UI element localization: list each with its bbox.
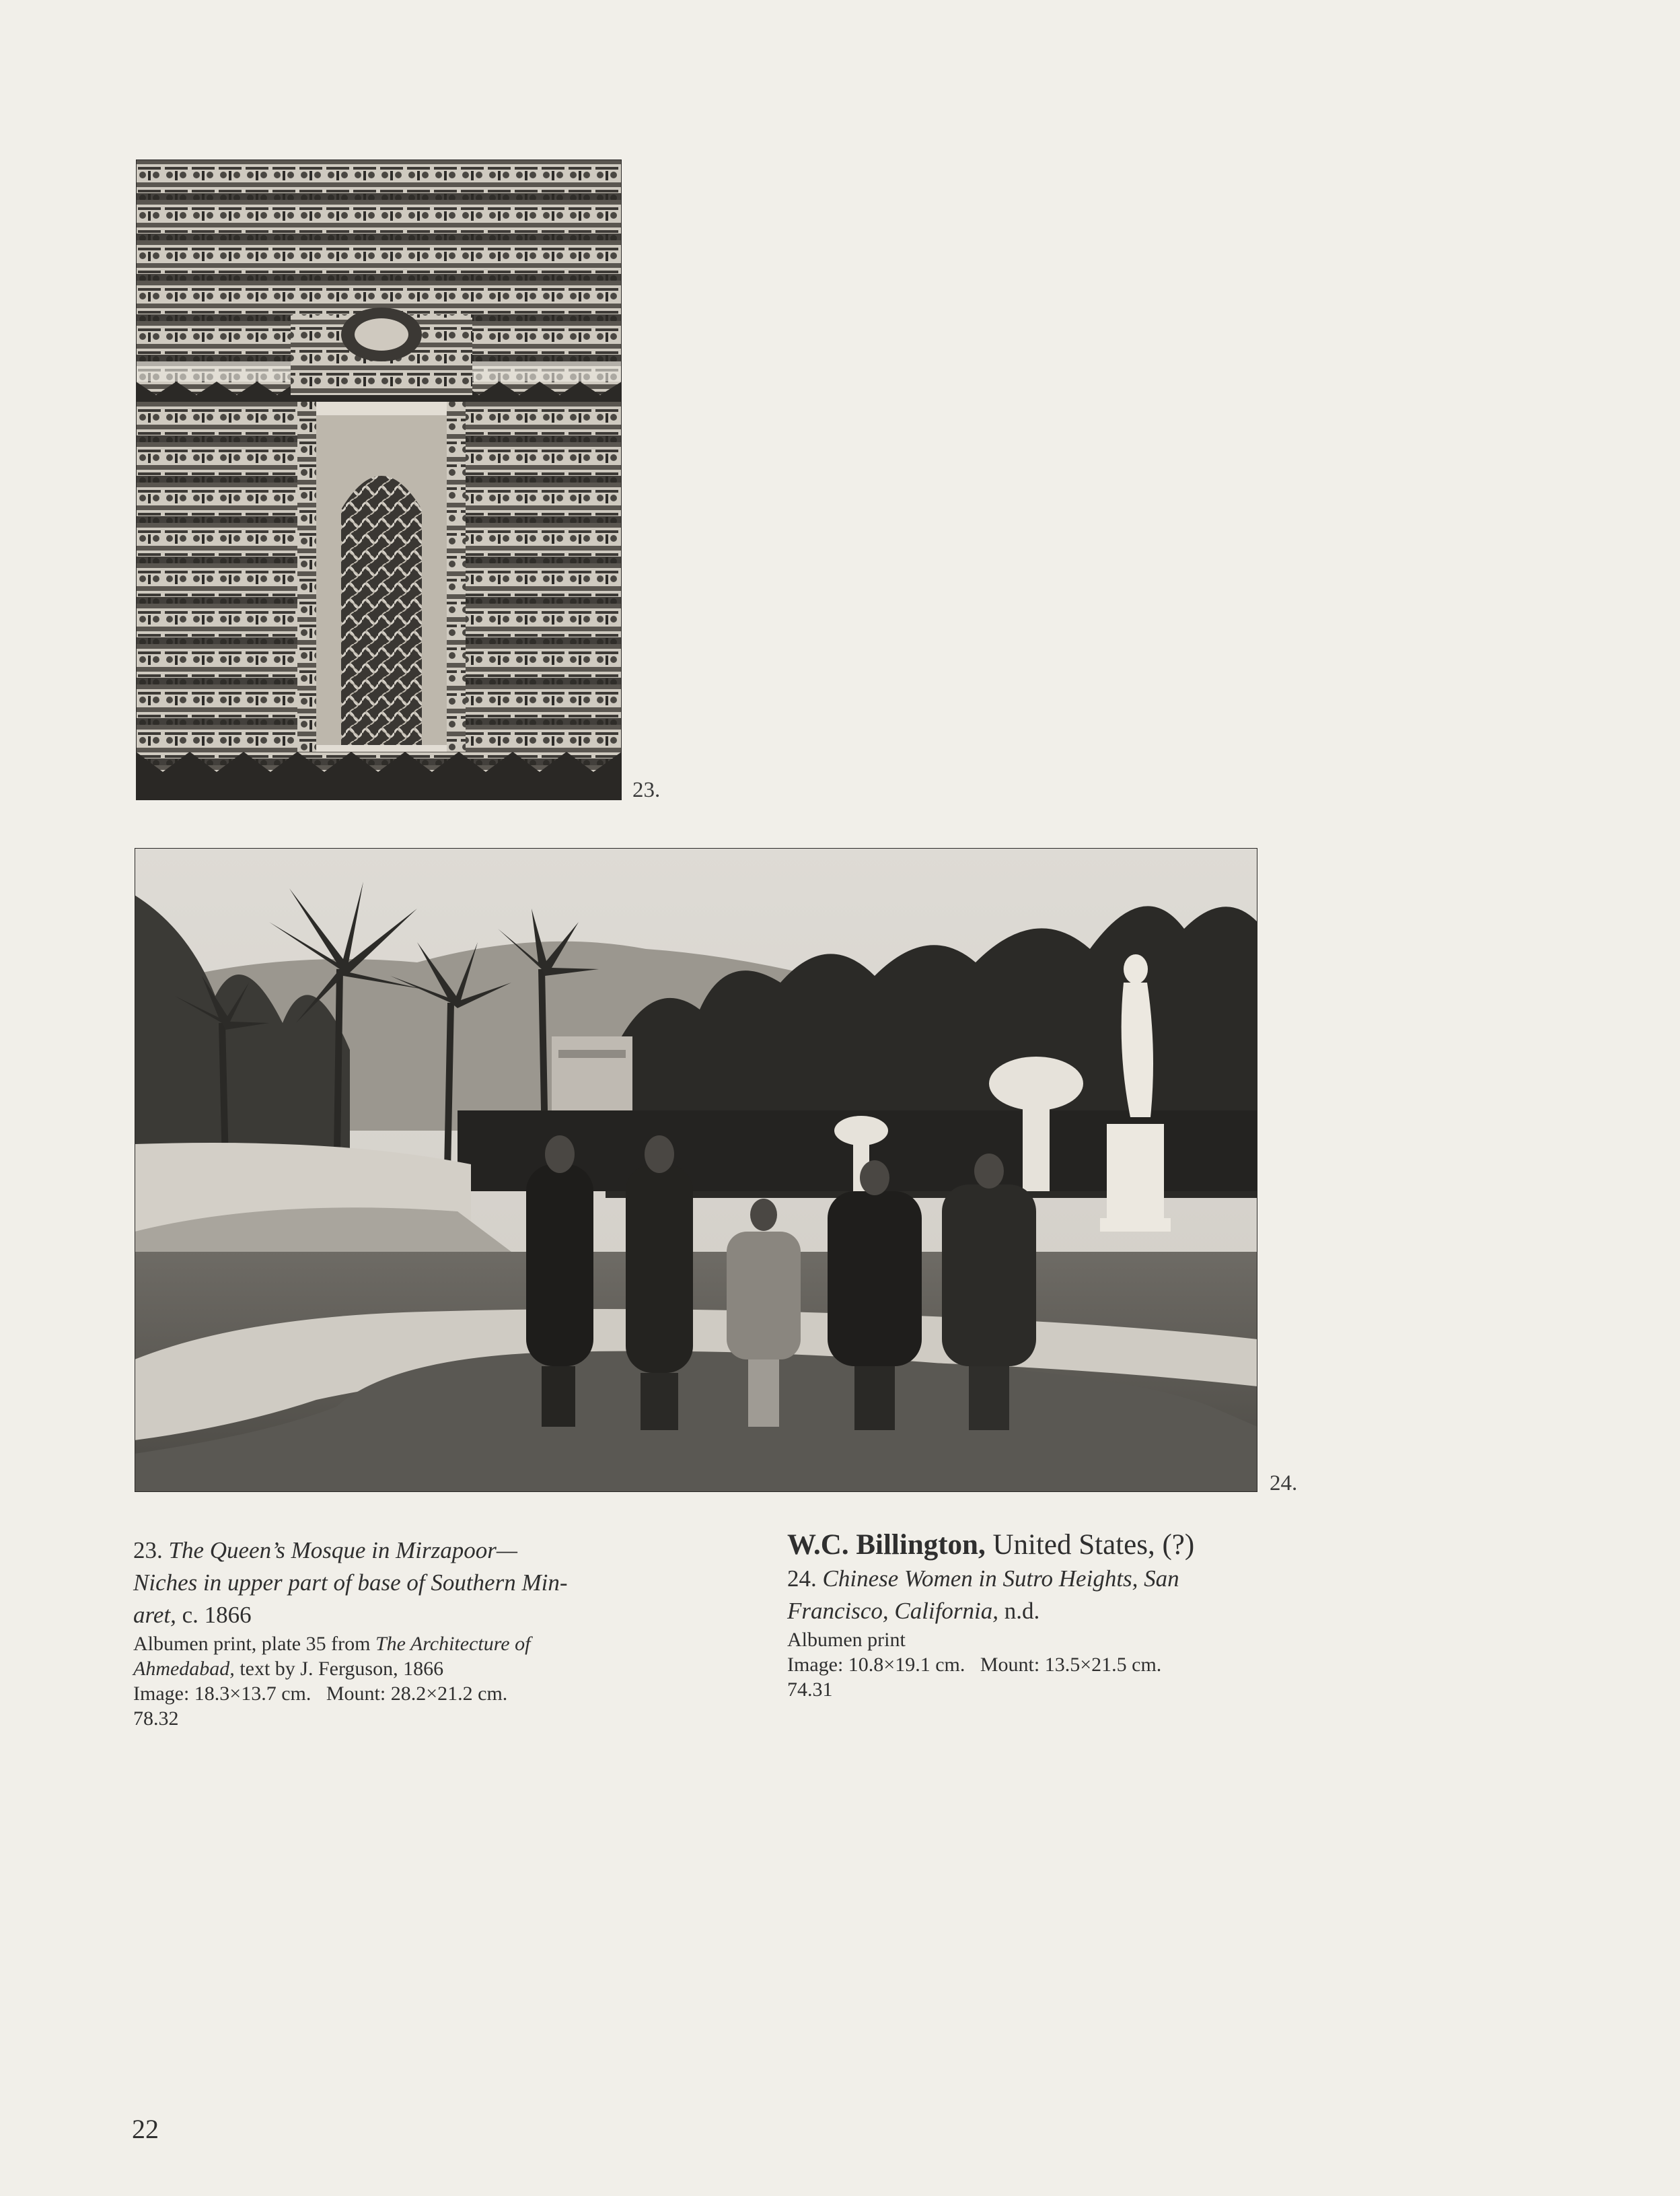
plate-23-title-text-3: aret, bbox=[133, 1602, 176, 1628]
plate-23-date: c. 1866 bbox=[182, 1602, 252, 1628]
plate-24-title-text-1: Chinese Women in Sutro Heights, San bbox=[822, 1565, 1179, 1592]
plate-23-title-line-2 bbox=[133, 1567, 604, 1599]
plate-23-caption bbox=[133, 1534, 604, 1731]
plate-23-accession: 78.32 bbox=[133, 1707, 179, 1730]
plate-23-medium-prefix: Albumen print, plate 35 from bbox=[133, 1633, 375, 1655]
plate-24-title-line-2 bbox=[787, 1595, 1299, 1627]
plate-24-title-number: 24. bbox=[787, 1565, 817, 1592]
plate-24-title-text-2: Francisco, California, bbox=[787, 1598, 999, 1624]
plate-24-photograph bbox=[135, 848, 1257, 1492]
plate-23-book-title-b: Ahmedabad, bbox=[133, 1658, 235, 1680]
plate-24-number: 24. bbox=[1270, 1471, 1298, 1495]
plate-24-accession: 74.31 bbox=[787, 1678, 833, 1701]
plate-24-medium: Albumen print bbox=[787, 1629, 906, 1651]
plate-23-title-number: 23. bbox=[133, 1537, 163, 1563]
plate-24-artist-name: W.C. Billington, bbox=[787, 1529, 986, 1561]
plate-23-number: 23. bbox=[632, 778, 661, 802]
plate-23-title-line-1 bbox=[133, 1534, 604, 1567]
plate-23-text-by: text by J. Ferguson, 1866 bbox=[240, 1658, 444, 1680]
plate-23-book-title-a: The Architecture of bbox=[375, 1633, 531, 1655]
plate-24-date: n.d. bbox=[1004, 1598, 1040, 1624]
plate-24-title-line-1 bbox=[787, 1563, 1299, 1595]
plate-24-caption bbox=[787, 1528, 1299, 1702]
plate-23-dimensions: Image: 18.3×13.7 cm. Mount: 28.2×21.2 cm. bbox=[133, 1683, 508, 1705]
plate-23-medium-line bbox=[133, 1631, 604, 1656]
plate-23-title-text-1: The Queen’s Mosque in Mirzapoor— bbox=[168, 1537, 518, 1563]
plate-23-title-text-2: Niches in upper part of base of Southern Min- bbox=[133, 1569, 568, 1596]
plate-24-artist-line bbox=[787, 1528, 1299, 1563]
plate-23-photograph bbox=[136, 160, 622, 800]
plate-24-artist-origin: United States, (?) bbox=[992, 1529, 1195, 1561]
page-number: 22 bbox=[132, 2114, 159, 2144]
plate-23-book-line bbox=[133, 1656, 604, 1681]
plate-24-dimensions: Image: 10.8×19.1 cm. Mount: 13.5×21.5 cm. bbox=[787, 1654, 1162, 1676]
plate-23-title-line-3 bbox=[133, 1599, 604, 1631]
